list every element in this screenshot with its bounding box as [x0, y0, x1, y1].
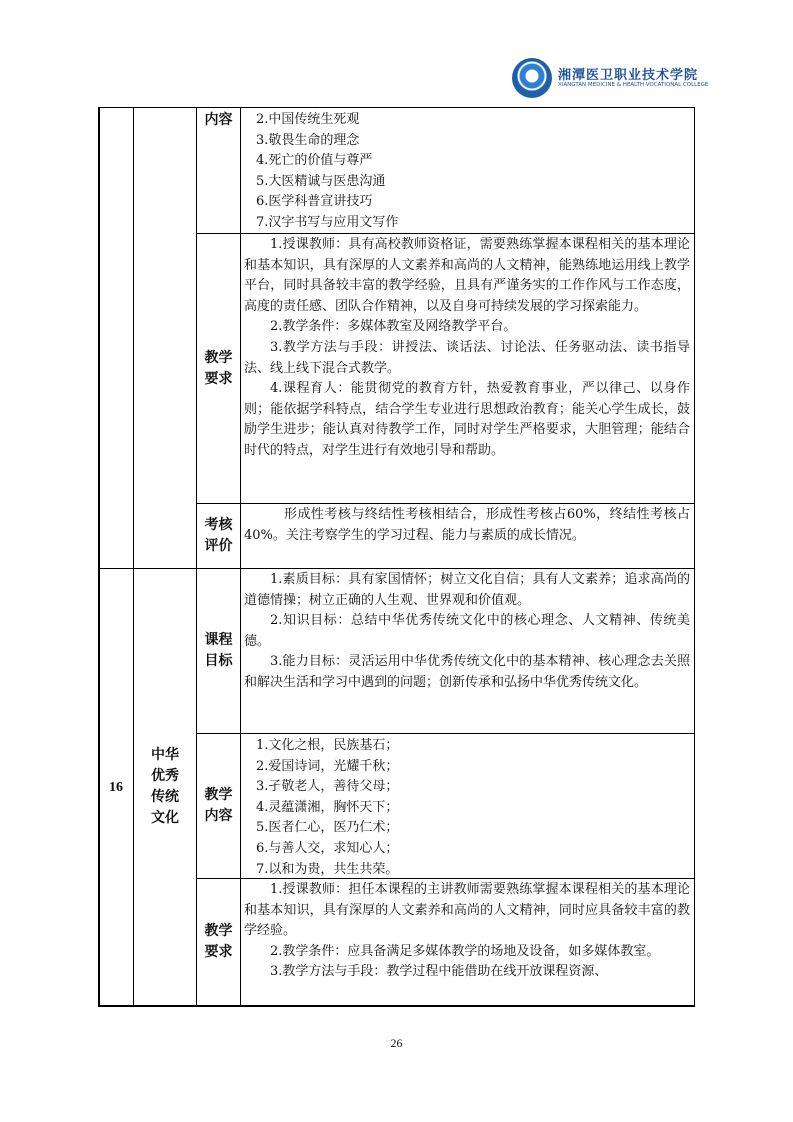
- paragraph: 1.授课教师：具有高校教师资格证，需要熟练掌握本课程相关的基本理论和基本知识，具有深厚的人文素养和高尚的人文精神，能熟练地运用线上教学平台，同时具备较丰富的教学经验，且具有严谨务实的工作作风与工作态度，高度的责任感、团队合作精神，以及自身可持续发展的学习探索能力。: [244, 237, 690, 314]
- paragraph: 2.教学条件：多媒体教室及网络教学平台。: [270, 319, 517, 335]
- list-item: 7.汉字书写与应用文写作: [256, 214, 399, 230]
- goals-label-line2: 目标: [204, 653, 233, 669]
- requirements-label: [197, 234, 240, 503]
- paragraph: 2.教学条件：应具备满足多媒体教学的场地及设备，如多媒体教室。: [270, 943, 660, 959]
- list-item: 7.以和为贵，共生共荣。: [256, 861, 399, 877]
- teaching-requirements-cell: [244, 880, 694, 1004]
- teaching-requirements-label-line1: 教学: [204, 923, 233, 939]
- teaching-requirements-label-line2: 要求: [204, 944, 233, 960]
- course-number-text: 16: [109, 779, 123, 795]
- list-item: 2.爱国诗词，光耀千秋；: [256, 758, 399, 774]
- course-name: [134, 569, 196, 1005]
- list-item: 3.孑敬老人，善待父母；: [256, 779, 399, 795]
- college-logo: [512, 58, 709, 102]
- teaching-content-label: [197, 734, 240, 878]
- teaching-requirements-label: [197, 879, 240, 1005]
- list-item: 4.死亡的价值与尊严: [256, 153, 373, 169]
- list-item: 1.文化之根，民族基石；: [256, 738, 399, 753]
- course-number: [99, 569, 133, 1005]
- goals-cell: [244, 570, 694, 732]
- list-item: 2.中国传统生死观: [256, 112, 360, 127]
- paragraph: 4.课程育人：能贯彻党的教育方针，热爱教育事业，严以律己、以身作则；能依据学科特点，结合学生专业进行思想政治教育；能关心学生成长，鼓励学生进步；能认真对待教学工作，同时对学生严格要求，大胆管理；能结合时代的特点，对学生进行有效地引导和帮助。: [244, 381, 690, 458]
- paragraph: 3.教学方法与手段：教学过程中能借助在线开放课程资源、: [270, 964, 608, 980]
- list-item: 6.医学科普宣讲技巧: [256, 194, 373, 210]
- list-item: 3.敬畏生命的理念: [256, 132, 360, 148]
- teaching-content-cell: [256, 736, 690, 877]
- paragraph: 1.授课教师：担任本课程的主讲教师需要熟练掌握本课程相关的基本理论和基本知识，具有深厚的人文素养和高尚的人文精神，同时应具备较丰富的教学经验。: [244, 882, 690, 939]
- content-label: [197, 108, 240, 132]
- paragraph: 3.教学方法与手段：讲授法、谈话法、讨论法、任务驱动法、读书指导法、线上线下混合式教学。: [244, 339, 690, 376]
- course-name-line: 文化: [151, 810, 179, 826]
- list-item: 6.与善人交，求知心人；: [256, 840, 399, 856]
- evaluation-label-line2: 评价: [204, 538, 233, 554]
- goals-label: [197, 569, 240, 733]
- requirements-label-line2: 要求: [204, 370, 233, 387]
- list-item: 5.医者仁心，医乃仁术；: [256, 820, 399, 836]
- college-emblem-icon: [512, 58, 552, 98]
- paragraph: 1.素质目标：具有家国情怀；树立文化自信；具有人文素养；追求高尚的道德情操；树立正确的人生观、世界观和价值观。: [244, 572, 690, 608]
- paragraph: 2.知识目标：总结中华优秀传统文化中的核心理念、人文精神、传统美德。: [244, 613, 690, 649]
- paragraph: 形成性考核与终结性考核相结合，形成性考核占60%，终结性考核占40%。关注考察学生的学习过程、能力与素质的成长情况。: [244, 507, 690, 543]
- requirements-cell: [244, 235, 694, 502]
- course-name-line: 传统: [151, 789, 179, 805]
- college-english-name: XIANGTAN MEDICINE & HEALTH VOCATIONAL COLLEGE: [558, 82, 709, 88]
- list-item: 5.大医精诚与医患沟通: [256, 173, 386, 189]
- course-name-line: 中华: [151, 747, 179, 763]
- curriculum-table: [98, 107, 695, 1006]
- requirements-label-line1: 教学: [204, 349, 233, 366]
- goals-label-line1: 课程: [204, 632, 233, 648]
- teaching-content-label-line2: 内容: [204, 808, 233, 824]
- paragraph: 3.能力目标：灵活运用中华优秀传统文化中的基本精神、核心理念去关照和解决生活和学习中遇到的问题；创新传承和弘扬中华优秀传统文化。: [244, 654, 690, 690]
- teaching-content-label-line1: 教学: [204, 787, 233, 803]
- content-cell: [256, 110, 690, 232]
- page-number: 26: [390, 1036, 403, 1050]
- evaluation-label-line1: 考核: [204, 517, 233, 533]
- college-name: 湘潭医卫职业技术学院: [558, 68, 699, 83]
- evaluation-label: [197, 504, 240, 568]
- course-name-line: 优秀: [151, 768, 179, 784]
- list-item: 4.灵蕴潇湘，胸怀天下；: [256, 799, 399, 815]
- content-label-text: 内容: [204, 111, 233, 128]
- evaluation-cell: [244, 505, 694, 567]
